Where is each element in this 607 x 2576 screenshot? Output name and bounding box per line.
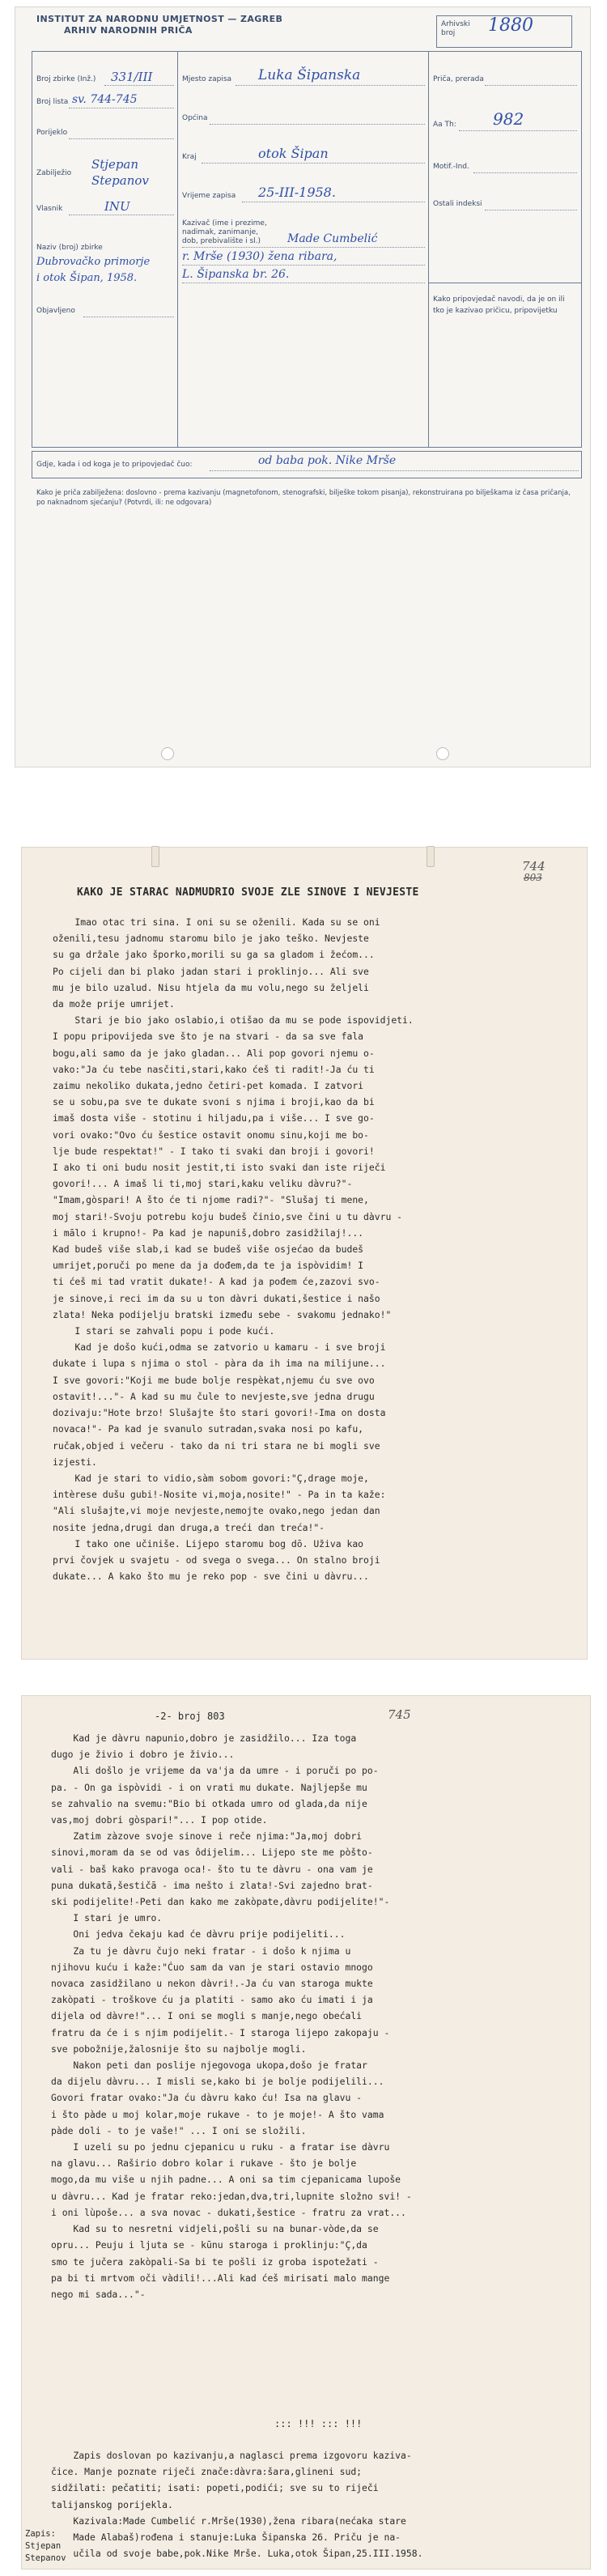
separator-marks: ::: !!! ::: !!! <box>274 2418 363 2429</box>
narrator-value-1: Made Cumbelić <box>287 232 378 245</box>
archive-form-card <box>15 6 591 767</box>
owner-value: INU <box>104 199 130 214</box>
narrator-label: Kazivač (ime i prezime, nadimak, zanimanje, dob, prebivalište i sl.) <box>182 219 267 245</box>
narrator-value-2: r. Mrše (1930) žena ribara, <box>182 250 337 263</box>
aa-th-label: Aa Th: <box>433 121 456 129</box>
owner-label: Vlasnik <box>36 205 63 213</box>
story-text-page-1: Imao otac tri sina. I oni su se oženili. Kada su se oni oženili,tesu jadnomu staromu bilo je jako teško. Nevjeste su ga držale jako šporko,morili su ga sa gladom i žećom... Po cijeli dan bi plako jadan stari i proklinjo... Ali sve mu je bilo uzalud. Nisu htjela da mu volu,nego su željeli da može prije umrijet. Stari je bio jako oslabio,i otišao da mu se pode ispovidjeti. I popu pripovijeda sve što je na stvari - da sa sve fala bogu,ali samo da je jako gladan... Ali pop govori njemu o- vako:"Ja ću tebe nasčiti,stari,kako ćeš ti radit!-Ja ću ti zaimu nekoliko dukata,jedno četiri-pet komada. I zatvori se u sobu,pa sve te dukate svoni s njima i broji,kao da bi imaš dosta više - stotinu i hiljadu,pa i više... I sve go- vori ovako:"Ovo ću šestice ostavit onomu sinu,koji me bo- lje bude respektat!" - I tako ti svaki dan broji i govori! I ako ti oni budu nosit jestit,ti isto svaki dan iste riječi govori!... A imaš li ti,moj stari,kaku veliku dàvru?"- "Imam,gòspari! A što će ti njome radi?"- "Slušaj ti mene, moj stari!-Svoju potrebu koju budeš činio,sve čini u tu dàvru - i mālo i krupno!- Pa kad je napuniš,dobro zasidžilaj!... Kad budeš više slab,i kad se budeš više osjećao da budeš umrijet,poruči po mene da ja dođem,da te ja ispòvidim! I ti ćeš mi tad vratit dukate!- A kad ja pođem će,zazovi svo- je sinove,i reci im da su u ton dàvri dukati,šestice i našo zlata! Neka podijelju bratski između sebe - svakomu jednako!" I stari se zahvali popu i pode kući. Kad je došo kući,odma se zatvorio u kamaru - i sve broji dukate i lupa s njima o stol - pàra da ih ima na milijune... I sve govori:"Koji me bude bolje respèkat,njemu ću sve ovo ostavit!..."- A kad su mu čule to nevjeste,sve jedna drugu dozivaju:"Hote brzo! Slušajte što stari govori!-Ima on dosta novaca!"- Pa kad je svanulo sutradan,svaka nosi po kafu, ručak,objed i večeru - tako da ni tri stara ne bi mogli sve izjesti. Kad je stari to vidio,sàm sobom govori:"Ç,drage moje, intèrese dušu gubi!-Nosite vi,moja,nosite!" - Pa in ta kaže: "Ali slušajte,vi moje nevjeste,nemojte ovako,nego jedan dan nosite jedna,drugi dan druga,a treći dan treća!"- I tako one učiniše. Lijepo staromu bog dō. Uživa kao prvi čovjek u svajetu - od svega o svega... On stalno broji dukate... A kako što mu je reko pop - sve čini u dàvru... <box>53 916 414 1583</box>
recording-method-note: Kako je priča zabilježena: doslovno - prema kazivanju (magnetofonom, stenografski, bilješke tokom pisanja), rekonstruirana po bilješkama iz časa pričanja, po naknadnom sjećanju? (Potvrdi, ili: ne odgovara) <box>36 489 571 507</box>
place-label: Mjesto zapisa <box>182 75 232 83</box>
sheet-number-value: sv. 744-745 <box>72 93 138 106</box>
collection-name-label: Naziv (broj) zbirke <box>36 244 103 252</box>
archive-number-label: Arhivski broj <box>441 20 470 37</box>
typescript-page-2 <box>21 1695 591 2570</box>
narrator-claims-label: Kako pripovjedač navodi, da je on ili tko je kazivao pričicu, pripovijetku <box>433 295 565 315</box>
aa-th-value: 982 <box>493 109 524 129</box>
region-value: otok Šipan <box>258 146 329 161</box>
collection-number-value: 331/III <box>111 70 153 84</box>
staple <box>427 846 435 867</box>
recorder-signature: Zapis: Stjepan Stepanov <box>25 2529 66 2563</box>
recorder-value-1: Stjepan <box>91 157 139 172</box>
collection-name-value-1: Dubrovačko primorje <box>36 256 151 268</box>
page-2-header: -2- broj 803 <box>155 1711 225 1722</box>
motif-index-label: Motif.-Ind. <box>433 163 469 171</box>
other-indexes-label: Ostali indeksi <box>433 200 482 208</box>
collection-number-label: Broj zbirke (Inž.) <box>36 75 96 83</box>
institute-header: INSTITUT ZA NARODNU UMJETNOST — ZAGREB ARHIV NARODNIH PRIČA <box>36 14 283 36</box>
sheet-number-label: Broj lista <box>36 98 69 106</box>
published-label: Objavljeno <box>36 307 75 315</box>
origin-label: Porijeklo <box>36 129 68 137</box>
handwritten-page-number: 745 <box>388 1707 411 1722</box>
recorder-label: Zabilježio <box>36 169 72 177</box>
story-title: KAKO JE STARAC NADMUDRIO SVOJE ZLE SINOVE I NEVJESTE <box>77 886 419 899</box>
narrator-value-3: L. Šipanska br. 26. <box>182 268 290 281</box>
region-label: Kraj <box>182 153 197 161</box>
story-text-page-2: Kad je dàvru napunio,dobro je zasidžilo... Iza toga dugo je živio i dobro je živio... Ali došlo je vrijeme da va'ja da umre - i poruči po po- pa. - On ga ispòvidi - i on vrati mu dukate. Najljepše mu se zahvalio na svemu:"Bio bi otkada umro od glada,da nije vas,moj dobri gòspari!"... I pop otide. Zatim zàzove svoje sinove i reče njima:"Ja,moj dobri sinovi,moram da se od vas ôdijelim... Lijepo ste me pòšto- vali - baš kako pravoga oca!- što tu te dàvru - ona vam je puna dukatā,šestičā - ima nešto i zlata!-Svi zajedno brat- ski podijelite!-Peti dan kako me zakòpate,dàvru podijelite!"- I stari je umro. Oni jedva čekaju kad će dàvru prije podijeliti... Za tu je dàvru čujo neki fratar - i došo k njima u njihovu kuću i kaže:"Ćuo sam da van je stari ostavio mnogo novaca zasidžilano u nekon dàvri!.-Ja ću van staroga mukte zakòpati - troškove ću ja platiti - samo ako ću imati i ja dijela od dàvre!"... I oni se mogli s manje,nego obećali fratru da će i s njim podijelit.- I staroga lijepo zakopaju - sve pobožnije,žalosnije što su najbolje mogli. Nakon peti dan poslije njegovoga ukopa,došo je fratar da dijelu dàvru... I misli se,kako bi je bolje podijelili... Govori fratar ovako:"Ja ću dàvru kako ću! Isa na glavu - i što pàde u moj kolar,moje rukave - to je moje!- A što vama pàde doli - to je vaše!" ... I oni se složili. I uzeli su po jednu cjepanicu u ruku - a fratar ise dàvru na glavu... Raširio dobro kolar i rukave - što je bolje mogo,da mu više u njih padne... A oni sa tim cjepanicama lupoše u dàvru... Kad je fratar reko:jedan,dva,tri,lupnite složno svi! - i oni lùpoše... a sva novac - dukati,šestice - fratru za vrat... Kad su to nesretni vidjeli,pošli su na bunar-vòde,da se opru... Peuju i ljuta se - kūnu staroga i proklinju:"Ç,da smo te jučera zakòpali-Sa bi te pošli iz groba ispotežati - pa bi ti mrtvom oči vàdili!...Ali kad ćeš mirisati malo mange nego mi sada..."- <box>51 1732 412 2300</box>
date-label: Vrijeme zapisa <box>182 192 236 200</box>
archive-number-value: 1880 <box>488 15 533 36</box>
punch-hole-right <box>436 747 449 760</box>
source-value: od baba pok. Nike Mrše <box>258 454 397 467</box>
municipality-label: Općina <box>182 114 208 122</box>
recording-note: Zapis doslovan po kazivanju,a naglasci prema izgovoru kaziva- čice. Manje poznate riječi znače:dàvra:šara,glineni sud; sidžilati: pečatiti; isati: popeti,podići; sve su to riječi talijanskog porijekla. Kazivala:Made Cumbelić r.Mrše(1930),žena ribara(nećaka stare Made Alabaš)rođena i stanuje:Luka Šipanska 26. Priču je na- učila od svoje babe,pok.Nike Mrše. Luka,otok Šipan,25.III.1958. <box>51 2450 423 2560</box>
staple <box>151 846 159 867</box>
typescript-page-1 <box>21 847 588 1660</box>
recorder-value-2: Stepanov <box>91 173 149 188</box>
source-label: Gdje, kada i od koga je to pripovjedač čuo: <box>36 461 193 469</box>
struck-page-number: 803 <box>524 872 542 883</box>
story-revision-label: Priča, prerada <box>433 75 484 83</box>
punch-hole-left <box>161 747 174 760</box>
handwritten-page-number: 744 <box>522 859 545 874</box>
date-value: 25-III-1958. <box>258 185 336 200</box>
place-value: Luka Šipanska <box>258 67 361 83</box>
collection-name-value-2: i otok Šipan, 1958. <box>36 272 138 284</box>
